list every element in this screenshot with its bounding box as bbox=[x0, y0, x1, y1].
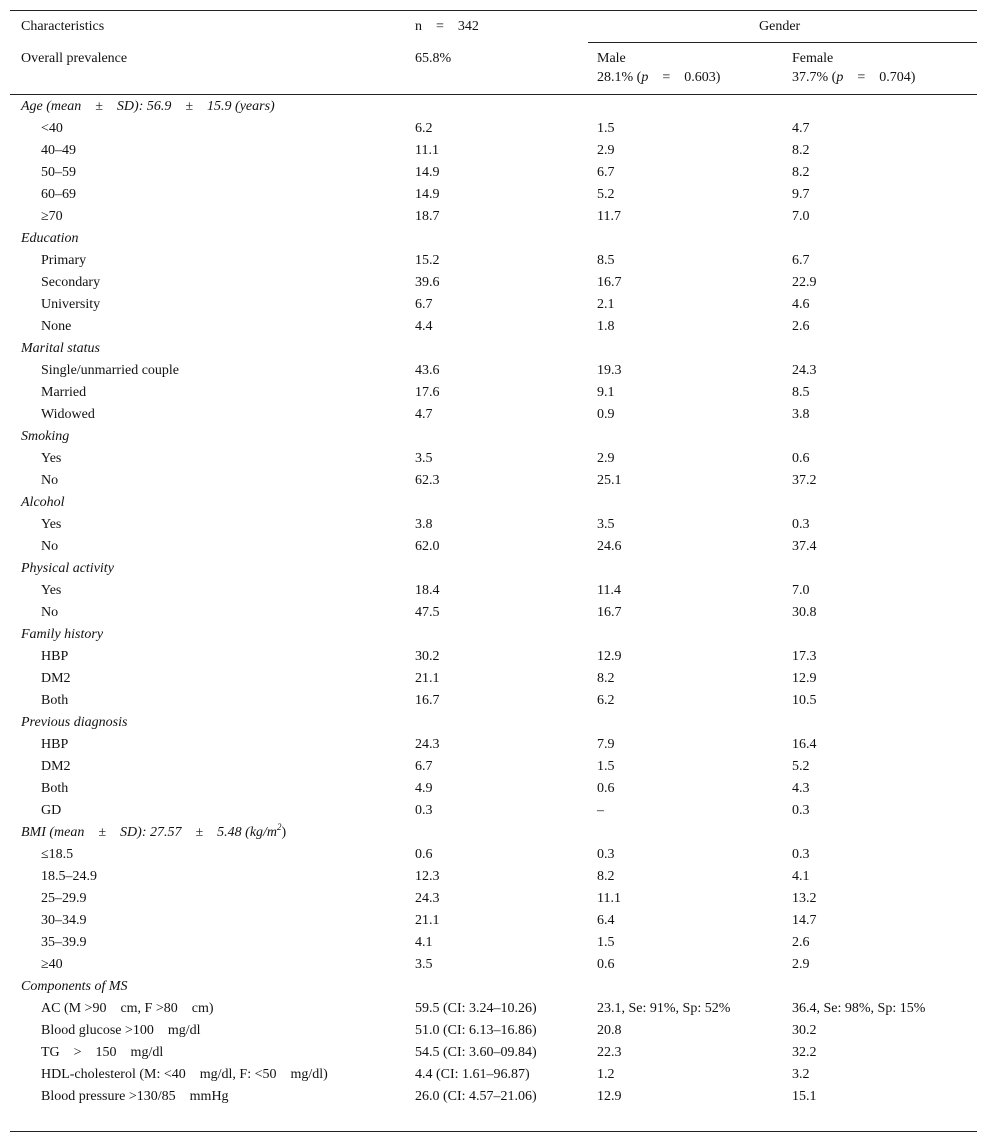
male-value: 2.9 bbox=[597, 143, 615, 158]
table-row bbox=[10, 668, 977, 690]
section-row bbox=[10, 822, 977, 844]
row-label: DM2 bbox=[41, 759, 71, 774]
row-label: 30–34.9 bbox=[41, 913, 87, 928]
row-label: HBP bbox=[41, 737, 69, 752]
female-value: 0.3 bbox=[792, 847, 810, 862]
n-value: 24.3 bbox=[415, 737, 440, 752]
male-value: 1.5 bbox=[597, 759, 615, 774]
row-label: Secondary bbox=[41, 275, 101, 290]
row-label: TG > 150 mg/dl bbox=[41, 1045, 164, 1060]
section-row bbox=[10, 426, 977, 448]
table-row bbox=[10, 382, 977, 404]
table-row bbox=[10, 756, 977, 778]
male-value: 0.6 bbox=[597, 957, 615, 972]
male-value: 11.7 bbox=[597, 209, 621, 224]
section-label: Age (mean ± SD): 56.9 ± 15.9 (years) bbox=[21, 99, 275, 114]
female-value: 0.3 bbox=[792, 803, 810, 818]
male-value: 25.1 bbox=[597, 473, 622, 488]
n-value: 26.0 (CI: 4.57–21.06) bbox=[415, 1089, 537, 1104]
female-value: 12.9 bbox=[792, 671, 817, 686]
row-label: 60–69 bbox=[41, 187, 76, 202]
n-value: 14.9 bbox=[415, 187, 440, 202]
section-label: Smoking bbox=[21, 429, 70, 444]
table-row bbox=[10, 910, 977, 932]
table-row bbox=[10, 360, 977, 382]
female-value: 7.0 bbox=[792, 209, 810, 224]
overall-value: 65.8% bbox=[415, 51, 452, 66]
female-value: 4.7 bbox=[792, 121, 810, 136]
row-label: Yes bbox=[41, 517, 62, 532]
table-row bbox=[10, 954, 977, 976]
n-value: 43.6 bbox=[415, 363, 440, 378]
male-value: 11.1 bbox=[597, 891, 621, 906]
table-row bbox=[10, 1020, 977, 1042]
section-row bbox=[10, 96, 977, 118]
n-value: 59.5 (CI: 3.24–10.26) bbox=[415, 1001, 537, 1016]
male-value: 19.3 bbox=[597, 363, 622, 378]
section-label: Physical activity bbox=[21, 561, 114, 576]
female-value: 4.3 bbox=[792, 781, 810, 796]
female-value: 8.2 bbox=[792, 143, 810, 158]
table-row bbox=[10, 734, 977, 756]
table-row bbox=[10, 162, 977, 184]
section-label: Education bbox=[21, 231, 79, 246]
table-row bbox=[10, 778, 977, 800]
table-row bbox=[10, 1086, 977, 1108]
table-row bbox=[10, 206, 977, 228]
row-label: No bbox=[41, 605, 59, 620]
n-value: 4.4 (CI: 1.61–96.87) bbox=[415, 1067, 530, 1082]
n-value: 11.1 bbox=[415, 143, 439, 158]
row-label: Widowed bbox=[41, 407, 95, 422]
female-value: 3.2 bbox=[792, 1067, 810, 1082]
male-value: 7.9 bbox=[597, 737, 615, 752]
table-body bbox=[10, 96, 977, 1108]
header-characteristics: Characteristics bbox=[21, 19, 105, 34]
table-row bbox=[10, 536, 977, 558]
row-label: HDL-cholesterol (M: <40 mg/dl, F: <50 mg/dl) bbox=[41, 1067, 328, 1082]
header-overall-prevalence: Overall prevalence bbox=[21, 51, 128, 66]
row-label: DM2 bbox=[41, 671, 71, 686]
female-value: 2.6 bbox=[792, 935, 810, 950]
n-value: 47.5 bbox=[415, 605, 440, 620]
male-value: 1.5 bbox=[597, 935, 615, 950]
row-label: No bbox=[41, 473, 59, 488]
row-label: ≤18.5 bbox=[41, 847, 74, 862]
male-value: 6.7 bbox=[597, 165, 615, 180]
female-value: 17.3 bbox=[792, 649, 817, 664]
n-value: 3.5 bbox=[415, 451, 433, 466]
section-row bbox=[10, 558, 977, 580]
table-row bbox=[10, 602, 977, 624]
female-value: 24.3 bbox=[792, 363, 817, 378]
n-value: 0.3 bbox=[415, 803, 433, 818]
n-value: 24.3 bbox=[415, 891, 440, 906]
female-value: 15.1 bbox=[792, 1089, 817, 1104]
n-value: 62.3 bbox=[415, 473, 440, 488]
male-value: 8.5 bbox=[597, 253, 615, 268]
male-value: 6.2 bbox=[597, 693, 615, 708]
male-value: 20.8 bbox=[597, 1023, 622, 1038]
row-label: Both bbox=[41, 693, 69, 708]
table-row bbox=[10, 404, 977, 426]
n-value: 62.0 bbox=[415, 539, 440, 554]
n-value: 4.9 bbox=[415, 781, 433, 796]
male-value: 0.9 bbox=[597, 407, 615, 422]
header-rule bbox=[10, 94, 977, 95]
section-label: BMI (mean ± SD): 27.57 ± 5.48 $(kg/m^2)$ bbox=[21, 822, 287, 840]
male-value: 2.9 bbox=[597, 451, 615, 466]
female-prevalence: 37.7% (p = 0.704) bbox=[792, 70, 916, 85]
male-value: 3.5 bbox=[597, 517, 615, 532]
n-value: 0.6 bbox=[415, 847, 433, 862]
male-value: 12.9 bbox=[597, 1089, 622, 1104]
header-male: Male bbox=[597, 51, 626, 66]
table-row bbox=[10, 1042, 977, 1064]
female-value: 30.2 bbox=[792, 1023, 817, 1038]
n-value: 21.1 bbox=[415, 913, 440, 928]
n-value: 15.2 bbox=[415, 253, 440, 268]
n-value: 4.4 bbox=[415, 319, 433, 334]
male-value: 2.1 bbox=[597, 297, 615, 312]
male-value: 22.3 bbox=[597, 1045, 622, 1060]
row-label: 40–49 bbox=[41, 143, 76, 158]
n-value: 12.3 bbox=[415, 869, 440, 884]
female-value: 2.6 bbox=[792, 319, 810, 334]
male-value: 12.9 bbox=[597, 649, 622, 664]
row-label: Blood glucose >100 mg/dl bbox=[41, 1023, 201, 1038]
row-label: 25–29.9 bbox=[41, 891, 87, 906]
male-value: 0.6 bbox=[597, 781, 615, 796]
table-row bbox=[10, 272, 977, 294]
section-label: Components of MS bbox=[21, 979, 128, 994]
table-row bbox=[10, 888, 977, 910]
male-value: 6.4 bbox=[597, 913, 615, 928]
row-label: GD bbox=[41, 803, 62, 818]
table-row bbox=[10, 316, 977, 338]
male-value: 0.3 bbox=[597, 847, 615, 862]
header-female: Female bbox=[792, 51, 834, 66]
n-value: 3.5 bbox=[415, 957, 433, 972]
table-row bbox=[10, 646, 977, 668]
table-row bbox=[10, 844, 977, 866]
row-label: Married bbox=[41, 385, 87, 400]
female-value: 5.2 bbox=[792, 759, 810, 774]
male-value: 1.2 bbox=[597, 1067, 615, 1082]
female-value: 30.8 bbox=[792, 605, 817, 620]
table-row bbox=[10, 580, 977, 602]
table-row bbox=[10, 294, 977, 316]
male-value: 24.6 bbox=[597, 539, 622, 554]
row-label: HBP bbox=[41, 649, 69, 664]
female-value: 8.5 bbox=[792, 385, 810, 400]
n-value: 21.1 bbox=[415, 671, 440, 686]
table-row bbox=[10, 184, 977, 206]
male-value: 16.7 bbox=[597, 605, 622, 620]
female-value: 4.6 bbox=[792, 297, 810, 312]
male-value: 11.4 bbox=[597, 583, 621, 598]
row-label: AC (M >90 cm, F >80 cm) bbox=[41, 1001, 214, 1016]
male-value: 8.2 bbox=[597, 869, 615, 884]
section-label: Marital status bbox=[21, 341, 100, 356]
male-value: 9.1 bbox=[597, 385, 615, 400]
section-row bbox=[10, 624, 977, 646]
row-label: 50–59 bbox=[41, 165, 76, 180]
row-label: University bbox=[41, 297, 101, 312]
female-value: 3.8 bbox=[792, 407, 810, 422]
table-row bbox=[10, 250, 977, 272]
female-value: 37.4 bbox=[792, 539, 817, 554]
section-row bbox=[10, 976, 977, 998]
row-label: ≥70 bbox=[41, 209, 63, 224]
table-row bbox=[10, 140, 977, 162]
female-value: 9.7 bbox=[792, 187, 810, 202]
female-value: 8.2 bbox=[792, 165, 810, 180]
female-value: 36.4, Se: 98%, Sp: 15% bbox=[792, 1001, 926, 1016]
header-n: n = 342 bbox=[415, 19, 479, 34]
section-row bbox=[10, 228, 977, 250]
n-value: 18.7 bbox=[415, 209, 440, 224]
table-row bbox=[10, 998, 977, 1020]
male-value: 8.2 bbox=[597, 671, 615, 686]
table-row bbox=[10, 690, 977, 712]
row-label: <40 bbox=[41, 121, 63, 136]
table-row bbox=[10, 800, 977, 822]
table-row bbox=[10, 1064, 977, 1086]
row-label: Single/unmarried couple bbox=[41, 363, 180, 378]
female-value: 6.7 bbox=[792, 253, 810, 268]
n-value: 51.0 (CI: 6.13–16.86) bbox=[415, 1023, 537, 1038]
table-row bbox=[10, 514, 977, 536]
n-value: 17.6 bbox=[415, 385, 440, 400]
row-label: No bbox=[41, 539, 59, 554]
female-value: 7.0 bbox=[792, 583, 810, 598]
section-label: Alcohol bbox=[21, 495, 65, 510]
female-value: 22.9 bbox=[792, 275, 817, 290]
female-value: 0.3 bbox=[792, 517, 810, 532]
table-row bbox=[10, 118, 977, 140]
male-value: – bbox=[597, 803, 604, 818]
female-value: 4.1 bbox=[792, 869, 810, 884]
n-value: 6.2 bbox=[415, 121, 433, 136]
row-label: Blood pressure >130/85 mmHg bbox=[41, 1089, 229, 1104]
row-label: 18.5–24.9 bbox=[41, 869, 97, 884]
n-value: 6.7 bbox=[415, 759, 433, 774]
female-value: 16.4 bbox=[792, 737, 817, 752]
row-label: None bbox=[41, 319, 72, 334]
gender-rule bbox=[588, 42, 977, 43]
male-value: 5.2 bbox=[597, 187, 615, 202]
row-label: 35–39.9 bbox=[41, 935, 87, 950]
n-value: 4.1 bbox=[415, 935, 433, 950]
female-value: 37.2 bbox=[792, 473, 817, 488]
female-value: 13.2 bbox=[792, 891, 817, 906]
table-row bbox=[10, 866, 977, 888]
n-value: 39.6 bbox=[415, 275, 440, 290]
n-value: 4.7 bbox=[415, 407, 433, 422]
section-row bbox=[10, 492, 977, 514]
female-value: 14.7 bbox=[792, 913, 817, 928]
female-value: 0.6 bbox=[792, 451, 810, 466]
female-value: 10.5 bbox=[792, 693, 817, 708]
section-row bbox=[10, 338, 977, 360]
superscript: 2 bbox=[277, 822, 282, 832]
male-value: 16.7 bbox=[597, 275, 622, 290]
table-row bbox=[10, 448, 977, 470]
n-value: 14.9 bbox=[415, 165, 440, 180]
female-value: 2.9 bbox=[792, 957, 810, 972]
female-value: 32.2 bbox=[792, 1045, 817, 1060]
n-value: 18.4 bbox=[415, 583, 440, 598]
male-value: 1.8 bbox=[597, 319, 615, 334]
header-gender: Gender bbox=[759, 19, 801, 34]
male-prevalence: 28.1% (p = 0.603) bbox=[597, 70, 721, 85]
n-value: 30.2 bbox=[415, 649, 440, 664]
row-label: Primary bbox=[41, 253, 87, 268]
section-label: Previous diagnosis bbox=[21, 715, 128, 730]
male-value: 1.5 bbox=[597, 121, 615, 136]
row-label: Both bbox=[41, 781, 69, 796]
male-value: 23.1, Se: 91%, Sp: 52% bbox=[597, 1001, 731, 1016]
row-label: Yes bbox=[41, 583, 62, 598]
section-label: Family history bbox=[21, 627, 104, 642]
table-row bbox=[10, 932, 977, 954]
n-value: 16.7 bbox=[415, 693, 440, 708]
table-row bbox=[10, 470, 977, 492]
n-value: 54.5 (CI: 3.60–09.84) bbox=[415, 1045, 537, 1060]
n-value: 6.7 bbox=[415, 297, 433, 312]
section-row bbox=[10, 712, 977, 734]
row-label: ≥40 bbox=[41, 957, 63, 972]
n-value: 3.8 bbox=[415, 517, 433, 532]
row-label: Yes bbox=[41, 451, 62, 466]
